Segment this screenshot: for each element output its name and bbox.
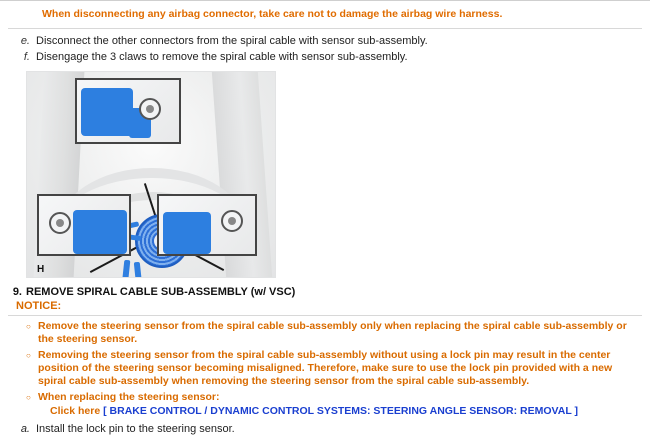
section-title: REMOVE SPIRAL CABLE SUB-ASSEMBLY (w/ VSC) bbox=[26, 286, 296, 298]
figure-label: H bbox=[37, 264, 45, 275]
callout-bottom-right bbox=[157, 194, 257, 256]
notice-text: When replacing the steering sensor: bbox=[38, 391, 220, 403]
final-step-row bbox=[8, 422, 642, 436]
callout-bottom-left bbox=[37, 194, 131, 256]
list-item bbox=[8, 49, 642, 65]
step-text: Disengage the 3 claws to remove the spiral cable with sensor sub-assembly. bbox=[36, 51, 408, 63]
final-step-text: Install the lock pin to the steering sensor. bbox=[36, 423, 235, 435]
step-text: Disconnect the other connectors from the spiral cable with sensor sub-assembly. bbox=[36, 35, 428, 47]
callout-right-connector bbox=[163, 212, 211, 254]
divider-below-warning bbox=[8, 28, 642, 29]
step-marker: e. bbox=[20, 35, 30, 47]
claw-icon-left bbox=[49, 212, 71, 234]
step-list bbox=[8, 33, 642, 65]
spiral-cable-illustration bbox=[26, 71, 276, 278]
list-item bbox=[26, 391, 634, 418]
final-step-marker: a. bbox=[20, 423, 30, 435]
notice-list bbox=[8, 320, 642, 418]
divider-below-notice bbox=[8, 315, 642, 316]
section-number: 9. bbox=[12, 286, 22, 298]
steering-angle-sensor-removal-link[interactable]: [ BRAKE CONTROL / DYNAMIC CONTROL SYSTEMS: STEERING ANGLE SENSOR: REMOVAL ] bbox=[103, 405, 578, 417]
list-item bbox=[26, 349, 634, 388]
section-heading bbox=[8, 286, 642, 298]
callout-left-connector bbox=[73, 210, 127, 254]
airbag-warning-text: When disconnecting any airbag connector, take care not to damage the airbag wire harness. bbox=[42, 8, 503, 20]
step-marker: f. bbox=[23, 51, 30, 63]
notice-text: Remove the steering sensor from the spiral cable sub-assembly only when replacing the spiral cable sub-assembly or the steering sensor. bbox=[38, 320, 627, 345]
list-item bbox=[26, 320, 634, 346]
list-item bbox=[8, 33, 642, 49]
notice-link-row bbox=[38, 405, 634, 418]
notice-label: NOTICE: bbox=[16, 300, 62, 312]
top-divider bbox=[0, 0, 650, 1]
click-here-label: Click here bbox=[50, 405, 101, 417]
claw-icon-right bbox=[221, 210, 243, 232]
notice-text: Removing the steering sensor from the spiral cable sub-assembly without using a lock pin may result in the center position of the steering sensor becoming misaligned. Therefore, make sure to use the lock pin provided with a new spiral cable sub-assembly when removing the steering sensor from the spiral cable sub-assembly. bbox=[38, 349, 613, 387]
callout-top bbox=[75, 78, 181, 144]
callout-top-connector bbox=[81, 88, 133, 136]
claw-icon-top bbox=[139, 98, 161, 120]
